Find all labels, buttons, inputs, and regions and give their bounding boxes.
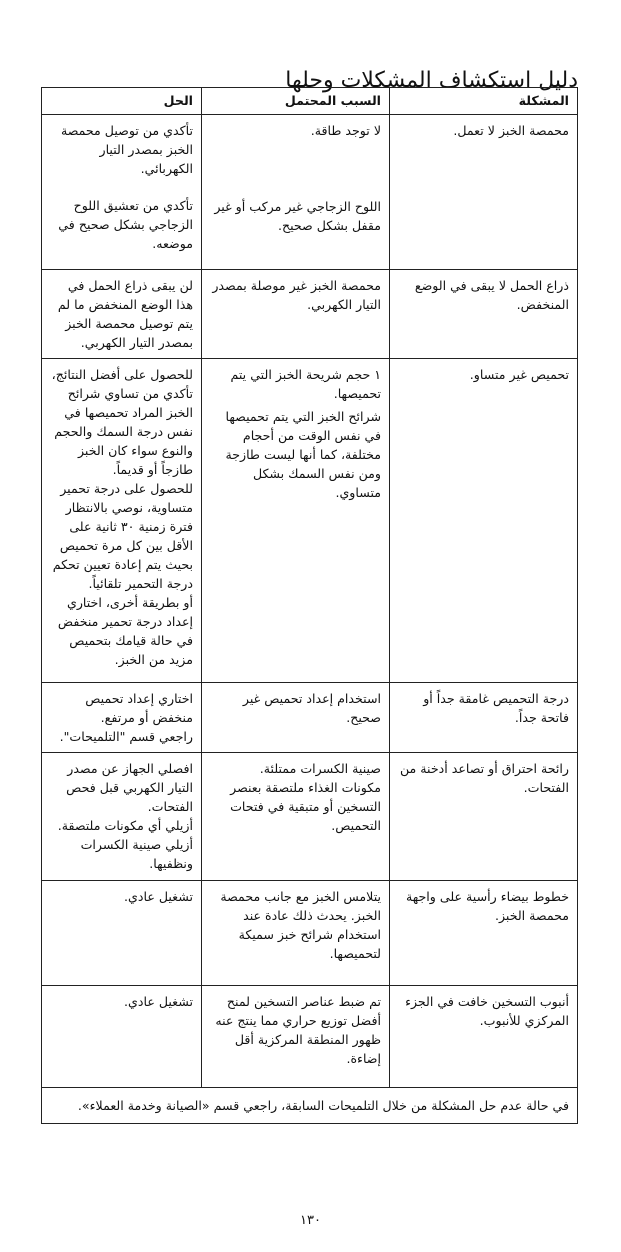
cause-cell bbox=[202, 683, 390, 753]
cause-text: تم ضبط عناصر التسخين لمنح أفضل توزيع حراري مما ينتج عنه ظهور المنطقة المركزية أقل إضاءة. bbox=[215, 994, 381, 1066]
page-title: دليل استكشاف المشكلات وحلها bbox=[285, 67, 578, 93]
solution-text: أو بطريقة أخرى، اختاري إعداد درجة تحمير منخفض في حالة قيامك بتحميص مزيد من الخبز. bbox=[57, 595, 193, 667]
footer-note: في حالة عدم حل المشكلة من خلال التلميحات السابقة، راجعي قسم «الصيانة وخدمة العملاء». bbox=[42, 1088, 578, 1124]
cause-cell bbox=[202, 753, 390, 881]
page-number: ١٣٠ bbox=[300, 1213, 321, 1228]
problem-cell: ذراع الحمل لا يبقى في الوضع المنخفض. bbox=[390, 270, 578, 359]
solution-cell bbox=[42, 115, 202, 270]
solution-text: للحصول على درجة تحمير متساوية، نوصي بالانتظار فترة زمنية ٣٠ ثانية على الأقل بين كل مرة تحميص بحيث يتم إعادة تعيين تحكم درجة التحمير تلقائياً. bbox=[52, 481, 193, 591]
cause-text: لا توجد طاقة. bbox=[310, 123, 381, 138]
table-row bbox=[42, 881, 578, 986]
solution-cell bbox=[42, 881, 202, 986]
troubleshooting-table bbox=[41, 87, 578, 1124]
solution-text: أزيلي صينية الكسرات ونظفيها. bbox=[80, 837, 193, 871]
solution-text: اختاري إعداد تحميص منخفض أو مرتفع. bbox=[85, 691, 193, 725]
solution-text: لن يبقى ذراع الحمل في هذا الوضع المنخفض ما لم يتم توصيل محمصة الخبز بمصدر التيار الكهربي. bbox=[57, 278, 193, 350]
problem-cell: درجة التحميص غامقة جداً أو فاتحة جداً. bbox=[390, 683, 578, 753]
table-row bbox=[42, 986, 578, 1088]
footer-row bbox=[42, 1088, 578, 1124]
problem-cell: خطوط بيضاء رأسية على واجهة محمصة الخبز. bbox=[390, 881, 578, 986]
header-cause: السبب المحتمل bbox=[202, 88, 390, 115]
problem-cell: أنبوب التسخين خافت في الجزء المركزي للأنبوب. bbox=[390, 986, 578, 1088]
solution-cell bbox=[42, 986, 202, 1088]
cause-cell bbox=[202, 270, 390, 359]
cause-cell bbox=[202, 986, 390, 1088]
solution-text: تشغيل عادي. bbox=[124, 889, 193, 904]
cause-text: شرائح الخبز التي يتم تحميصها في نفس الوقت من أحجام مختلفة، كما أنها ليست طازجة ومن نفس السمك بشكل متساوي. bbox=[225, 409, 381, 500]
table-row bbox=[42, 359, 578, 683]
table-header-row bbox=[42, 88, 578, 115]
cause-text: استخدام إعداد تحميص غير صحيح. bbox=[242, 691, 381, 725]
cause-text: مكونات الغذاء ملتصقة بعنصر التسخين أو متبقية في فتحات التحميص. bbox=[230, 780, 381, 833]
solution-text: افصلي الجهاز عن مصدر التيار الكهربي قبل فحص الفتحات. bbox=[66, 761, 193, 814]
header-solution: الحل bbox=[42, 88, 202, 115]
table-row bbox=[42, 753, 578, 881]
solution-cell bbox=[42, 359, 202, 683]
solution-cell bbox=[42, 753, 202, 881]
cause-cell bbox=[202, 115, 390, 270]
solution-text: راجعي قسم "التلميحات". bbox=[59, 729, 193, 744]
cause-cell bbox=[202, 359, 390, 683]
cause-cell bbox=[202, 881, 390, 986]
solution-text: تشغيل عادي. bbox=[124, 994, 193, 1009]
table-row bbox=[42, 270, 578, 359]
cause-text: صينية الكسرات ممتلئة. bbox=[259, 761, 381, 776]
problem-cell: رائحة احتراق أو تصاعد أدخنة من الفتحات. bbox=[390, 753, 578, 881]
cause-text: يتلامس الخبز مع جانب محمصة الخبز. يحدث ذلك عادة عند استخدام شرائح خبز سميكة لتحميصها. bbox=[220, 889, 381, 961]
cause-text: ١ حجم شريحة الخبز التي يتم تحميصها. bbox=[230, 367, 381, 401]
solution-text: للحصول على أفضل النتائج، تأكدي من تساوي شرائح الخبز المراد تحميصها في نفس درجة السمك والحجم والنوع سواء كان الخبز طازجاً أو قديماً. bbox=[51, 367, 193, 477]
cause-text: اللوح الزجاجي غير مركب أو غير مقفل بشكل صحيح. bbox=[214, 199, 381, 233]
solution-text: تأكدي من تعشيق اللوح الزجاجي بشكل صحيح في موضعه. bbox=[58, 198, 193, 251]
problem-cell: محمصة الخبز لا تعمل. bbox=[390, 115, 578, 270]
header-problem: المشكلة bbox=[390, 88, 578, 115]
table-row bbox=[42, 683, 578, 753]
problem-cell: تحميص غير متساو. bbox=[390, 359, 578, 683]
solution-cell bbox=[42, 270, 202, 359]
solution-cell bbox=[42, 683, 202, 753]
cause-text: محمصة الخبز غير موصلة بمصدر التيار الكهربي. bbox=[212, 278, 381, 312]
table-row bbox=[42, 115, 578, 270]
solution-text: تأكدي من توصيل محمصة الخبز بمصدر التيار الكهربائي. bbox=[60, 123, 193, 176]
solution-text: أزيلي أي مكونات ملتصقة. bbox=[57, 818, 193, 833]
